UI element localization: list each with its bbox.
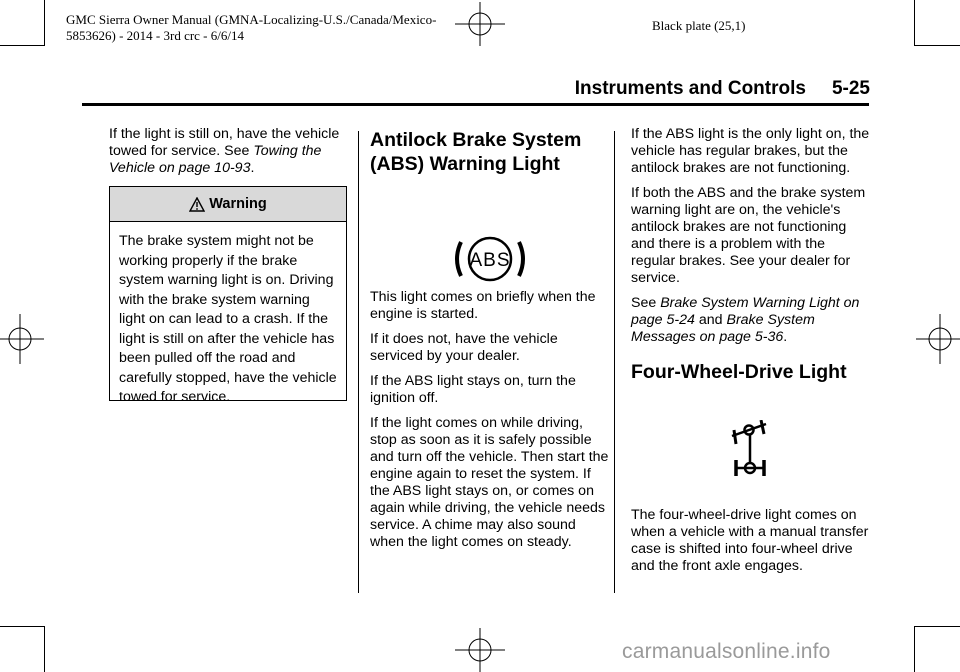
four-wheel-drive-paragraph: The four-wheel-drive light comes on when a vehicle with a manual transfer case is shifted into four-wheel drive and the front axle engages. [631,507,869,574]
warning-triangle-icon [189,197,205,212]
warning-box [109,186,347,405]
page-number: 5-25 [831,78,870,99]
crop-mark [914,626,915,672]
column-2-body [370,289,610,559]
section-heading-4wd: Four-Wheel-Drive Light [631,361,847,383]
crop-mark [914,0,915,46]
abs-paragraph-1: This light comes on briefly when the engine is started. [370,289,596,322]
crop-mark [0,626,45,627]
intro-paragraph [109,126,349,177]
page-header [560,78,870,100]
registration-mark-icon [0,314,44,364]
registration-mark-icon [455,628,505,672]
registration-mark-icon [455,2,505,46]
cross-reference-link[interactable]: Brake System Messages on page 5-36 [631,312,815,345]
section-title: Instruments and Controls [574,78,806,99]
slug-line-1: GMC Sierra Owner Manual (GMNA-Localizing-U.S./Canada/Mexico- [66,12,437,27]
period-text: . [783,329,788,345]
crop-mark [914,626,960,627]
abs-paragraph-2: If it does not, have the vehicle serviced by your dealer. [370,331,558,364]
warning-title: Warning [209,196,267,212]
four-wheel-drive-icon [730,420,770,480]
column-divider [614,131,615,593]
slug-line-2: 5853626) - 2014 - 3rd crc - 6/6/14 [66,28,244,43]
intro-text: If the light is still on, have the vehicle towed for service. See [109,126,340,159]
column-3 [631,126,871,384]
see-also-paragraph [631,295,871,346]
crop-mark [0,45,45,46]
abs-warning-light-icon [452,236,528,282]
crop-mark [914,45,960,46]
registration-mark-icon [916,314,960,364]
cross-reference-link[interactable]: Brake System Warning Light on page 5-24 [631,295,860,328]
column-3-bottom [631,507,871,583]
column-2 [370,128,606,176]
column-1 [109,126,349,185]
warning-text: The brake system might not be working properly if the brake system warning light is on. Driving with the brake system warning light on can lead to a crash. If the light is still on after the vehicle has been pulled off the road and carefully stopped, have the vehicle towed for service. [119,233,337,405]
see-text: See [631,295,657,311]
abs-paragraph-4: If the light comes on while driving, stop as soon as it is safely possible and turn off the vehicle. Then start the engine again to reset the system. If the ABS light stays on, or comes on again while driving, the vehicle needs service. A chime may also sound when the light comes on steady. [370,415,609,550]
crop-mark [44,626,45,672]
abs-icon-text: ABS [469,250,511,271]
intro-end: . [250,160,255,176]
abs-paragraph-3: If the ABS light stays on, turn the ignition off. [370,373,576,406]
crop-mark [44,0,45,46]
plate-label: Black plate (25,1) [652,18,746,33]
cross-reference-link[interactable]: Towing the Vehicle on page 10-93 [109,143,322,176]
header-rule [82,103,869,106]
warning-header [110,187,346,222]
abs-only-paragraph: If the ABS light is the only light on, the vehicle has regular brakes, but the antilock brakes are not functioning. [631,126,870,176]
abs-both-paragraph: If both the ABS and the brake system warning light are on, the vehicle's antilock brakes are not functioning and there is a problem with the regular brakes. See your dealer for service. [631,185,866,286]
column-divider [358,131,359,593]
watermark: carmanualsonline.info [622,640,831,663]
section-heading-abs: Antilock Brake System (ABS) Warning Light [370,129,582,175]
and-text: and [698,312,723,328]
